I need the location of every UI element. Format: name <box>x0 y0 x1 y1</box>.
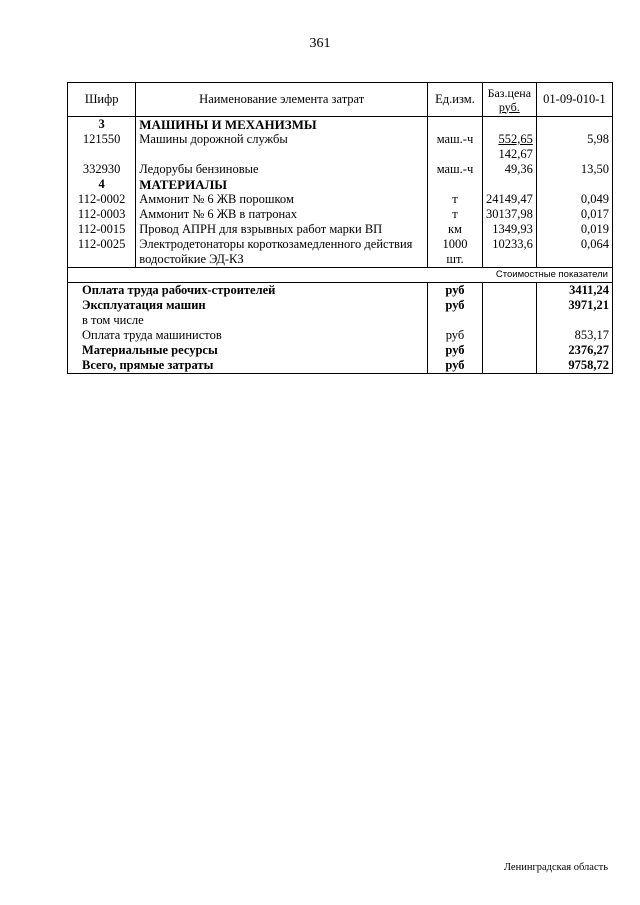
header-price <box>482 83 536 117</box>
summary-row <box>68 328 613 343</box>
header-code: Шифр <box>68 83 136 117</box>
row-price: 30137,98 <box>482 207 536 222</box>
header-norm: 01-09-010-1 <box>536 83 612 117</box>
section-number: 4 <box>68 177 136 192</box>
row-name <box>136 237 428 268</box>
header-price-line2: руб. <box>498 99 520 114</box>
summary-value: 853,17 <box>536 328 612 343</box>
row-unit-line1: 1000 <box>442 237 468 251</box>
table-row <box>68 207 613 222</box>
row-price: 49,36 <box>482 162 536 177</box>
row-value: 5,98 <box>536 132 612 162</box>
summary-row <box>68 283 613 299</box>
summary-unit: руб <box>428 358 483 374</box>
summary-unit <box>428 313 483 328</box>
footer-region: Ленинградская область <box>503 862 608 873</box>
row-name-line2: водостойкие ЭД-КЗ <box>139 252 244 266</box>
summary-row <box>68 298 613 313</box>
summary-unit: руб <box>428 298 483 313</box>
row-code: 112-0025 <box>68 237 136 268</box>
row-value: 13,50 <box>536 162 612 177</box>
summary-value: 3971,21 <box>536 298 612 313</box>
cost-indicators-label: Стоимостные показатели <box>68 268 613 283</box>
summary-name: в том числе <box>68 313 428 328</box>
summary-name: Эксплуатация машин <box>68 298 428 313</box>
summary-name: Оплата труда машинистов <box>68 328 428 343</box>
row-name: Ледорубы бензиновые <box>136 162 428 177</box>
page-number: 361 <box>309 36 331 51</box>
table-row <box>68 222 613 237</box>
row-unit: маш.-ч <box>428 132 483 162</box>
table-header-row <box>68 83 613 117</box>
row-name: Машины дорожной службы <box>136 132 428 162</box>
row-code: 112-0015 <box>68 222 136 237</box>
row-unit: маш.-ч <box>428 162 483 177</box>
row-price-main: 552,65 <box>498 132 533 146</box>
row-name: Аммонит № 6 ЖВ порошком <box>136 192 428 207</box>
summary-row <box>68 358 613 374</box>
row-price: 1349,93 <box>482 222 536 237</box>
summary-value <box>536 313 612 328</box>
row-code: 121550 <box>68 132 136 162</box>
summary-row <box>68 313 613 328</box>
section-number: 3 <box>68 117 136 133</box>
table-row <box>68 237 613 268</box>
cost-indicators-row <box>68 268 613 283</box>
row-unit: км <box>428 222 483 237</box>
row-price: 10233,6 <box>482 237 536 268</box>
summary-name: Всего, прямые затраты <box>68 358 428 374</box>
table-row <box>68 192 613 207</box>
summary-unit: руб <box>428 328 483 343</box>
summary-value: 9758,72 <box>536 358 612 374</box>
summary-unit: руб <box>428 283 483 299</box>
summary-unit: руб <box>428 343 483 358</box>
row-value: 0,017 <box>536 207 612 222</box>
header-unit: Ед.изм. <box>428 83 483 117</box>
summary-value: 3411,24 <box>536 283 612 299</box>
summary-name: Материальные ресурсы <box>68 343 428 358</box>
row-value: 0,019 <box>536 222 612 237</box>
row-unit: т <box>428 207 483 222</box>
row-code: 112-0002 <box>68 192 136 207</box>
summary-value: 2376,27 <box>536 343 612 358</box>
row-price-secondary: 142,67 <box>498 147 533 161</box>
row-unit <box>428 237 483 268</box>
summary-name: Оплата труда рабочих-строителей <box>68 283 428 299</box>
row-value: 0,064 <box>536 237 612 268</box>
row-price <box>482 132 536 162</box>
row-name: Аммонит № 6 ЖВ в патронах <box>136 207 428 222</box>
row-unit: т <box>428 192 483 207</box>
cost-table <box>67 82 613 374</box>
row-code: 332930 <box>68 162 136 177</box>
header-price-line1: Баз.цена <box>487 85 532 100</box>
summary-row <box>68 343 613 358</box>
row-name-line1: Электродетонаторы короткозамедленного действия <box>139 237 413 251</box>
table-row <box>68 132 613 162</box>
row-name: Провод АПРН для взрывных работ марки ВП <box>136 222 428 237</box>
row-unit-line2: шт. <box>446 252 464 266</box>
header-name: Наименование элемента затрат <box>136 83 428 117</box>
section-row-materials <box>68 177 613 192</box>
table-row <box>68 162 613 177</box>
section-row-machines <box>68 117 613 133</box>
row-price: 24149,47 <box>482 192 536 207</box>
row-code: 112-0003 <box>68 207 136 222</box>
section-title: МАШИНЫ И МЕХАНИЗМЫ <box>136 117 428 133</box>
row-value: 0,049 <box>536 192 612 207</box>
section-title: МАТЕРИАЛЫ <box>136 177 428 192</box>
